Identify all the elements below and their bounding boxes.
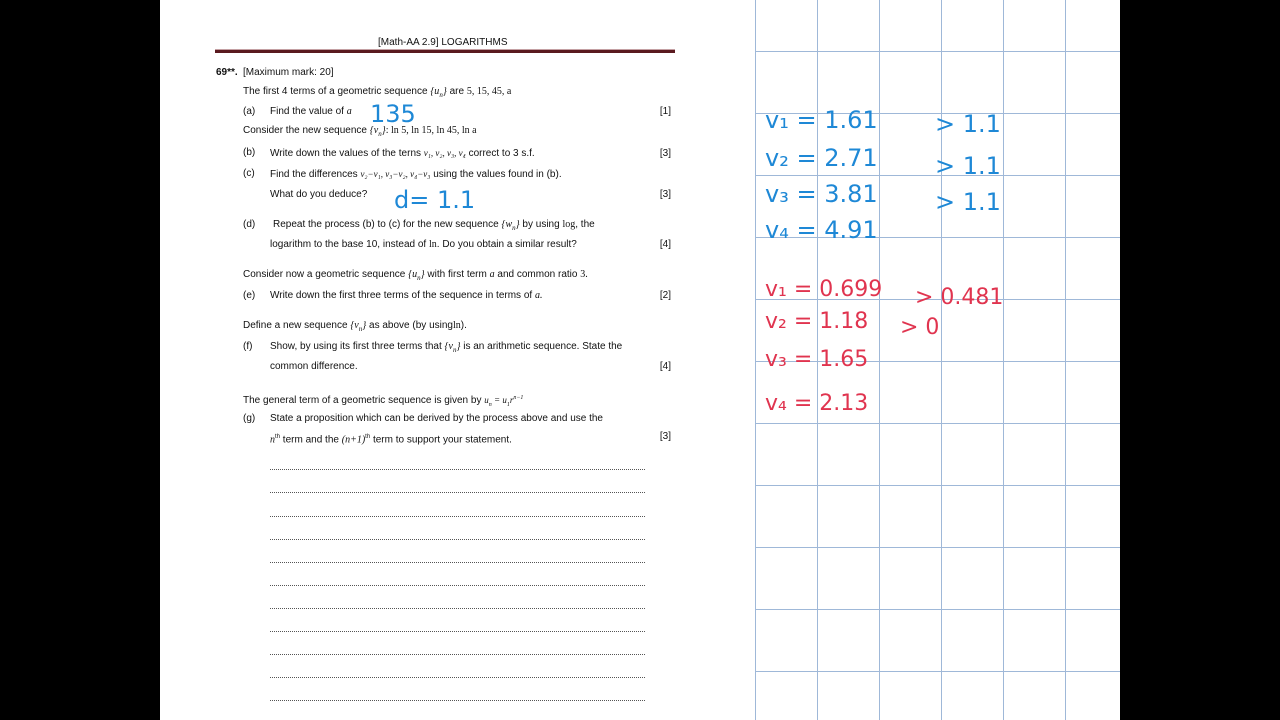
define-line: Define a new sequence $\{v_n\}$ as above (by usingln). — [243, 320, 467, 333]
part-b-text: Write down the values of the terns v₁, v₂, v₃, v₄ correct to 3 s.f. — [270, 148, 535, 159]
part-d-mark: [4] — [659, 239, 671, 250]
worksheet-page — [160, 0, 755, 720]
red-diff-2: > 0 — [900, 315, 940, 340]
blue-diff-3: > 1.1 — [935, 188, 1001, 214]
red-note-row — [765, 340, 1105, 380]
header-rule — [215, 49, 675, 53]
question-number: 69**. — [216, 67, 238, 78]
blue-diff-2: > 1.1 — [935, 152, 1001, 178]
intro-line: The first 4 terms of a geometric sequence $\{u_n\}$ are 5, 15, 45, a — [243, 86, 512, 99]
consider-line-1: Consider the new sequence $\{v_n\}$: ln 5, ln 15, ln 45, ln a — [243, 125, 477, 138]
general-term-line: The general term of a geometric sequence is given by $u_n = u_1r^{n-1}$ — [243, 395, 524, 408]
part-c-mark: [3] — [659, 189, 671, 200]
part-g-text: State a proposition which can be derived by the process above and use the — [270, 413, 603, 424]
svg-text:d= 1.1: d= 1.1 — [394, 186, 476, 214]
answer-line — [270, 608, 645, 609]
part-c-text: Find the differences v₂−v₁, v₃−v₂, v₄−v₃ using the values found in (b). — [270, 169, 562, 180]
part-f-mark: [4] — [659, 361, 671, 372]
part-e-mark: [2] — [659, 290, 671, 301]
handwritten-answer-c — [392, 180, 492, 214]
part-b-mark: [3] — [659, 148, 671, 159]
answer-line — [270, 562, 645, 563]
part-f-label: (f) — [243, 341, 253, 352]
red-note-row — [765, 384, 1105, 424]
blue-value-2: v₂ = 2.71 — [765, 144, 878, 172]
part-a-mark: [1] — [659, 106, 671, 117]
red-diff-1: > 0.481 — [915, 285, 1004, 310]
part-a-text: Find the value of a — [270, 106, 352, 117]
part-e-text: Write down the first three terms of the sequence in terms of a. — [270, 290, 543, 301]
page-title: [Math-AA 2.9] LOGARITHMS — [378, 37, 508, 48]
blue-note-row — [765, 174, 1105, 214]
part-a-label: (a) — [243, 106, 256, 117]
answer-line — [270, 469, 645, 470]
answer-line — [270, 654, 645, 655]
blue-diff-1: > 1.1 — [935, 110, 1001, 138]
part-c-text-2: What do you deduce? — [270, 189, 368, 200]
part-f-text-2: common difference. — [270, 361, 358, 372]
blue-value-1: v₁ = 1.61 — [765, 106, 878, 134]
part-b-label: (b) — [243, 147, 256, 158]
part-g-mark: [3] — [659, 431, 671, 442]
notebook-panel — [755, 0, 1120, 720]
part-c-label: (c) — [243, 168, 255, 179]
answer-line — [270, 539, 645, 540]
consider-line-2: Consider now a geometric sequence $\{u_n\}$ with first term a and common ratio 3. — [243, 269, 588, 282]
handwritten-answer-a — [368, 96, 428, 128]
part-d-label: (d) — [243, 219, 256, 230]
red-note-row — [765, 302, 1105, 342]
red-value-3: v₃ = 1.65 — [765, 347, 869, 372]
part-g-label: (g) — [243, 413, 256, 424]
answer-line — [270, 700, 645, 701]
video-frame — [160, 0, 1120, 720]
red-value-1: v₁ = 0.699 — [765, 277, 883, 302]
part-e-label: (e) — [243, 290, 256, 301]
answer-line — [270, 516, 645, 517]
part-g-text-2: $n^{th}$ term and the $(n+1)^{th}$ term to support your statement. — [270, 434, 512, 446]
part-d-text: Repeat the process (b) to (c) for the new sequence $\{w_n\}$ by using log, the — [273, 219, 595, 232]
answer-line — [270, 631, 645, 632]
part-d-text-2: logarithm to the base 10, instead of ln. Do you obtain a similar result? — [270, 239, 577, 250]
blue-note-row — [765, 100, 1105, 140]
blue-note-row — [765, 138, 1105, 178]
part-f-text: Show, by using its first three terms that $\{v_n\}$ is an arithmetic sequence. State the — [270, 341, 623, 354]
blue-value-3: v₃ = 3.81 — [765, 180, 878, 208]
answer-line — [270, 677, 645, 678]
answer-line — [270, 492, 645, 493]
max-mark: [Maximum mark: 20] — [243, 67, 334, 78]
blue-value-4: v₄ = 4.91 — [765, 216, 878, 244]
answer-line — [270, 585, 645, 586]
blue-note-row — [765, 210, 1105, 250]
svg-text:135: 135 — [370, 100, 416, 128]
red-value-2: v₂ = 1.18 — [765, 309, 869, 334]
red-value-4: v₄ = 2.13 — [765, 391, 869, 416]
